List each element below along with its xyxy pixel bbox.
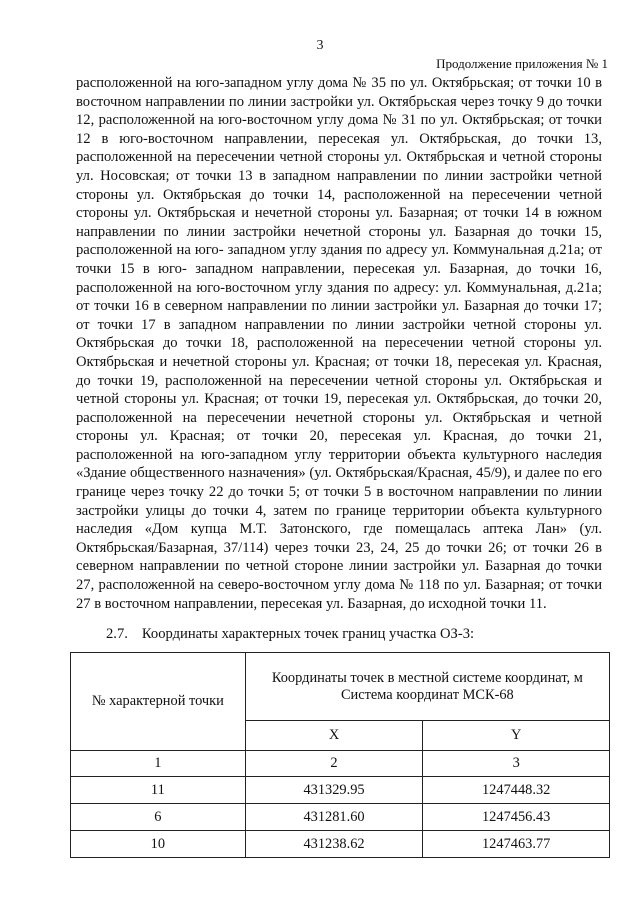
text-line: ул. Октябрьская и четной стороны ул. Красная; от точки 19, пересекая bbox=[76, 372, 602, 408]
text-line: затем по границе территории объекта культурного наследия «Дом купца М.Т. bbox=[76, 502, 602, 538]
text-line: через точки 23, 24, 25 до точки 26; от точки 26 в северном направлении по bbox=[76, 539, 602, 575]
text-line: ул. Октябрьская; от точки 12 в юго-восточном направлении, пересекая bbox=[76, 112, 602, 147]
text-line: на юго-восточном углу здания по адресу: ул. Коммунальная, д.21а; от точки bbox=[76, 279, 602, 315]
x-coordinate-cell: 431281.60 bbox=[245, 804, 423, 831]
column-number: 3 bbox=[423, 751, 610, 777]
text-line: ул. Октябрьская, до точки 20, расположенной на пересечении нечетной bbox=[76, 391, 602, 426]
column-number: 2 bbox=[245, 751, 423, 777]
text-line: 5; от точки 5 в восточном направлении по линии застройки улицы до точки 4, bbox=[76, 484, 603, 519]
text-line: ул. Октябрьская, до точки 13, расположенной на пересечении четной стороны bbox=[76, 130, 603, 166]
body-paragraph bbox=[76, 74, 602, 613]
y-coordinate-cell: 1247456.43 bbox=[423, 804, 610, 831]
text-line: территории объекта культурного наследия «Здание общественного назначения» bbox=[76, 446, 603, 482]
text-line: (ул. Октябрьская/Красная, 45/9), и далее по его границе через точку 22 до точки bbox=[76, 465, 603, 501]
text-line: застройки нечетной стороны ул. Базарная до точки 15, расположенной на юго- bbox=[76, 223, 602, 259]
text-line: через точку 9 до точки 12, расположенной на юго-восточном углу дома № 31 по bbox=[76, 93, 602, 129]
text-line: точки 17 в западном направлении по линии застройки четной стороны bbox=[97, 316, 577, 333]
header-point-number: № характерной точки bbox=[71, 653, 246, 751]
text-line: направлении, пересекая ул. Базарная, до исходной точки 11. bbox=[173, 595, 547, 612]
text-line: западном углу здания по адресу ул. Коммунальная д.21а; от точки 15 в юго- bbox=[76, 242, 602, 277]
y-coordinate-cell: 1247448.32 bbox=[423, 777, 610, 804]
text-line: северо-восточном углу дома № 118 по ул. Базарная; от точки 27 в восточном bbox=[76, 577, 602, 612]
text-line: направлении по линии застройки четной стороны ул. Октябрьская до точки bbox=[76, 167, 602, 203]
section-heading bbox=[106, 626, 474, 643]
column-number: 1 bbox=[71, 751, 246, 777]
section-title: Координаты характерных точек границ участка ОЗ-3: bbox=[141, 626, 475, 642]
header-y: Y bbox=[423, 721, 610, 751]
text-line: ул. Октябрьская и четной стороны ул. Носовская; от точки 13 в западном bbox=[76, 149, 602, 184]
coordinates-table bbox=[70, 652, 610, 858]
header-coordinates-line1: Координаты точек в местной системе координат, м bbox=[271, 669, 583, 686]
x-coordinate-cell: 431329.95 bbox=[245, 777, 423, 804]
text-line: 16 в северном направлении по линии застройки ул. Базарная до точки 17; от bbox=[76, 298, 602, 333]
x-coordinate-cell: 431238.62 bbox=[245, 831, 423, 858]
table-row bbox=[71, 831, 610, 858]
text-line: ул. Октябрьская до точки 18, расположенной на пересечении четной стороны bbox=[76, 316, 602, 352]
appendix-note: Продолжение приложения № 1 bbox=[436, 56, 608, 71]
header-coordinates-line2: Система координат МСК-68 bbox=[340, 686, 514, 703]
point-number-cell: 6 bbox=[71, 804, 246, 831]
header-x: X bbox=[245, 721, 423, 751]
section-number: 2.7. bbox=[106, 626, 128, 642]
text-line: пересекая ул. Красная, до точки 21, расположенной на юго-западном углу bbox=[76, 428, 602, 463]
column-number-row bbox=[71, 751, 610, 777]
text-line: 14, расположенной на пересечении четной стороны ул. Октябрьская и bbox=[76, 186, 603, 222]
text-line: от точки 10 в восточном направлении по линии застройки ул. Октябрьская bbox=[76, 75, 602, 110]
point-number-cell: 11 bbox=[71, 777, 246, 804]
text-line: ул. Красная, до точки 19, расположенной на пересечении четной стороны bbox=[76, 353, 602, 389]
table-row bbox=[71, 804, 610, 831]
header-coordinates bbox=[245, 653, 609, 721]
text-line: стороны ул. Октябрьская и четной стороны ул. Красная; от точки 20, bbox=[76, 409, 602, 445]
table-row bbox=[71, 777, 610, 804]
page-number: 3 bbox=[316, 38, 324, 53]
text-line: западном направлении, пересекая ул. Базарная, до точки 16, расположенной bbox=[76, 260, 602, 296]
text-line: нечетной стороны ул. Базарная; от точки 14 в южном направлении по линии bbox=[76, 205, 602, 240]
text-line: расположенной на юго-западном углу дома № 35 по ул. Октябрьская; bbox=[76, 75, 515, 91]
text-line: четной стороне линии застройки ул. Базарная до точки 27, расположенной на bbox=[76, 558, 602, 594]
y-coordinate-cell: 1247463.77 bbox=[423, 831, 610, 858]
text-line: Затонского, где помещалась аптека Лан» (ул. Октябрьская/Базарная, 37/114) bbox=[76, 521, 602, 556]
point-number-cell: 10 bbox=[71, 831, 246, 858]
text-line: ул. Октябрьская и нечетной стороны ул. Красная; от точки 18, пересекая bbox=[76, 335, 603, 370]
